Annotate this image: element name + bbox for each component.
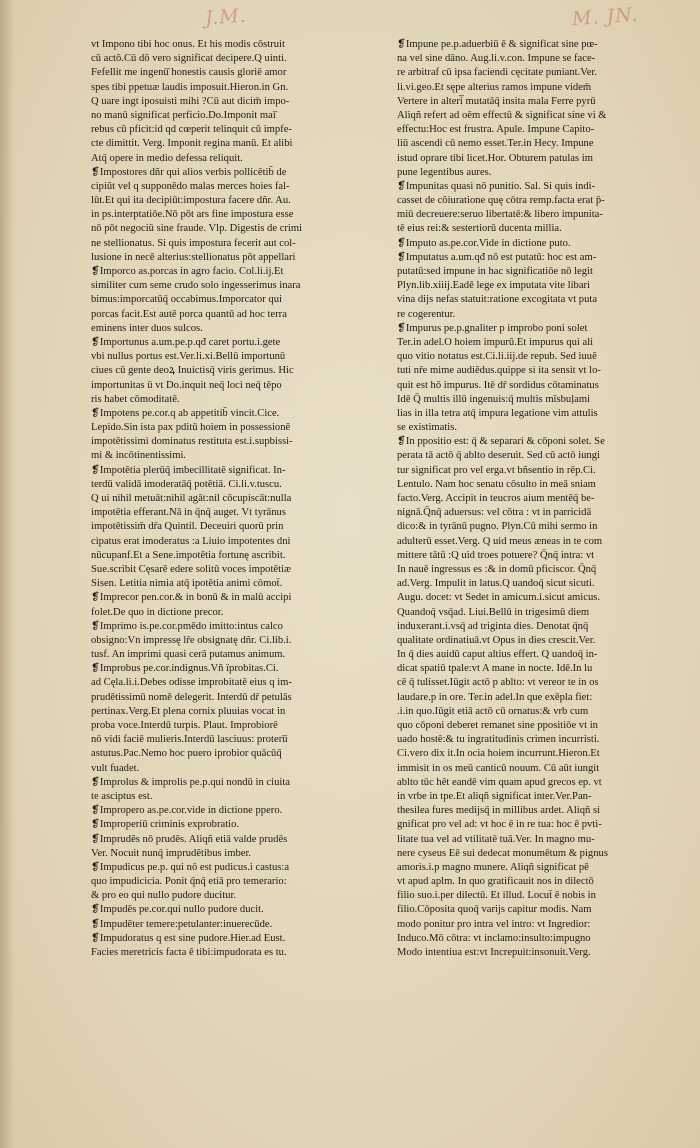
- text-line: se existimatis.: [397, 422, 458, 434]
- text-line: ❡Improbus pe.cor.indignus.Vñ ïprobitas.Ci.: [91, 663, 279, 675]
- left-text-column: [91, 38, 373, 960]
- text-line: liū ascendi cū nemo esset.Ter.in Hecy. Impune: [397, 138, 594, 150]
- text-line: dico:& in tyrānū pugno. Plyn.Cū mihi sermo in: [397, 521, 598, 533]
- text-line: Modo intentiua est:vt Increpuit:insonuit.Verg.: [397, 947, 591, 958]
- folio-mark-right: M. JN.: [571, 3, 640, 31]
- text-line: ❡Impurus pe.p.gnaliter p improbo poni solet: [397, 322, 588, 334]
- text-line: rebus cū pficit:id qd cœperit telinquit cū impfe-: [91, 124, 292, 136]
- text-line: vbi nullus portus est.Ver.li.xi.Bellū importunū: [91, 351, 286, 363]
- text-line: thesilea fures medijsq̄ in millibus ardet. Aliqñ si: [397, 805, 601, 817]
- text-line: prudētissimū nomē delegerit. Interdū dr̄ petulās: [91, 691, 292, 703]
- text-line: cū actō.Cū dō vero significat decipere.Q uinti.: [91, 53, 287, 65]
- text-line: Ci.vero dix it.In ocia hoiem incurrunt.Hieron.Et: [397, 748, 600, 760]
- folio-mark-left: J.M.: [204, 4, 248, 30]
- text-line: Ver. Nocuit nunq̄ imprudētibus imber.: [91, 847, 252, 859]
- text-line: ❡Imputo as.pe.cor.Vide in dictione puto.: [397, 237, 571, 249]
- text-line: ❡Impune pe.p.aduerbiū ē & significat sine pœ-: [397, 39, 598, 50]
- text-line: lusione in necē alterius:stellionatus pōt appellari: [91, 251, 296, 263]
- text-line: re cogerentur.: [397, 308, 456, 320]
- text-line: Quandoq̄ vsq̄ad. Liui.Bellū in trigesimū diem: [397, 606, 590, 618]
- text-line: Lentulo. Nam hoc senatu cōsulto in meā sniam: [397, 478, 596, 490]
- text-line: ❡Impostores dñr qui alios verbis pollicētib̄ de: [91, 166, 287, 178]
- text-line: ❡Imporco as.porcas in agro facio. Col.li.ij.Et: [91, 266, 284, 277]
- text-line: Fefellit me ingenū̄ honestis causis gloriē amor: [91, 67, 287, 79]
- text-line: eminens inter duos sulcos.: [91, 322, 203, 334]
- text-line: in vrbe in tpe.Et aliqñ significat inter.Ver.Pan-: [397, 790, 592, 802]
- text-line: ❡Impudēs pe.cor.qui nullo pudore ducit.: [91, 904, 264, 916]
- text-line: gnificat pro vel ad: vt hoc ē in re tua: hoc ē pvti-: [397, 819, 602, 831]
- text-line: ❡Impotētia plerūq̄ imbecillitatē significat. In-: [91, 464, 286, 476]
- text-line: ciues cū gente deoꝝ Inuictisq̄ viris gerimus. Hic: [91, 365, 294, 377]
- text-line: nere cyseus Eē sui dedecat monumētum & pignus: [397, 847, 608, 859]
- text-line: ❡Imprudēs nō prudēs. Aliqñ etiā valde prudēs: [91, 833, 288, 845]
- text-line: ablto tūc hēt eandē vim quam apud grecos ep. vt: [397, 776, 602, 788]
- text-line: Idē Q̄ multis illū ingenuis:q̄ multis mīsbuļami: [397, 393, 591, 405]
- text-line: Q ui nihil metuāt:nihil agāt:nil cōcupiscāt:nulla: [91, 493, 292, 504]
- text-line: lias in illa tetra atq̄ impura legatione vim attulis: [397, 407, 598, 419]
- text-line: spes tibi ppetuæ laudis imposuit.Hieron.in Gn.: [91, 81, 289, 93]
- text-line: importunitas ū vt Do.inquit neq̄ loci neq̄ tēpo: [91, 379, 282, 391]
- text-line: mi & incōtinentissimi.: [91, 450, 187, 462]
- text-line: quo cōponi deberet remanet sine ppositiōe vt in: [397, 720, 598, 731]
- text-line: qualitate ordinatiuā.vt Opus in dies crescit.Ver.: [397, 634, 596, 646]
- text-line: istud oprare tibi licet.Hor. Obturem patulas im: [397, 152, 593, 164]
- text-line: re arbitraf cū ipsa faciendi cęcitate puniant.Ver.: [397, 67, 598, 79]
- text-line: filio.Cōposita quoq̄ varijs capitur modis. Nam: [397, 904, 592, 916]
- text-line: induxerant.i.vsq̄ ad triginta dies. Denotat q̄nq̄: [397, 620, 589, 632]
- text-line: filio suo.i.per dilectū. Et illud. Locut̄ ē nobis in: [397, 890, 596, 902]
- text-line: ❡Importunus a.um.pe.p.qđ caret portu.i.gete: [91, 336, 281, 348]
- text-line: Induco.Mō cōtra: vt inclamo:insulto:impugno: [397, 932, 591, 944]
- text-line: terdū validā imoderatāq̄ potētiā. Ci.li.v.tuscu.: [91, 478, 282, 490]
- text-line: & pro eo qui nullo pudore ducitur.: [91, 890, 237, 902]
- text-line: tusf. An imprimi quasi cerā putamus animum.: [91, 649, 286, 661]
- text-line: tē eius rei:& sestertiorū ducenta millia.: [397, 223, 562, 235]
- text-line: mittere tātū :Q uid troes potuere? Q̄nq̄ intra: vt: [397, 549, 595, 561]
- text-line: in ps.interptatiōe.Nō pōt ars fine impostura esse: [91, 209, 294, 221]
- text-line: facto.Verg. Accipit in teucros aium mentēq̄ be-: [397, 493, 595, 504]
- text-line: ❡Impudoratus q est sine pudore.Hier.ad Eust.: [91, 932, 286, 944]
- right-text-column: [397, 38, 671, 960]
- text-line: cipiūt vel q supponēdo malas merces hoies fal-: [91, 180, 290, 192]
- text-line: Aliqñ refert ad oēm effectū & significat sine vi &: [397, 109, 607, 121]
- text-line: cipatus erat imoderatus :a Liuio impotentes dni: [91, 535, 291, 547]
- text-line: uado hostē:& tu ingratitudinis crimen incurristi.: [397, 734, 600, 746]
- text-line: te asciptus est.: [91, 790, 153, 802]
- text-line: porcas facit.Est autē porca quantū ad hoc terra: [91, 308, 287, 320]
- text-line: effectu:Hoc est frustra. Apule. Impune Capito-: [397, 124, 595, 136]
- text-line: quo impudicicia. Ponit q̄nq̄ etiā pro temerario:: [91, 876, 287, 888]
- text-line: ne stellionatus. Si quis impostura fecerit aut col-: [91, 237, 296, 249]
- text-line: ad.Verg. Impulit in latus.Q uandoq̄ sicut sicuti.: [397, 578, 595, 590]
- text-line: Augu. docet: vt Sedet in amicum.i.sicut amicus.: [397, 592, 601, 604]
- text-line: na vel sine dāno. Aug.li.v.con. Impune se face-: [397, 53, 596, 65]
- text-line: putatū:sed impune in hac significatiōe nō legit: [397, 266, 593, 277]
- text-line: ❡Imputatus a.um.qđ nō est putatū: hoc est am-: [397, 251, 597, 263]
- text-line: Plyn.lib.xiiij.Eadē lege ex imputata vite libari: [397, 280, 590, 292]
- text-line: ❡Imprecor pen.cor.& in bonū & in malū accipi: [91, 592, 292, 604]
- text-line: nō pōt negociū sine fraude. Vlp. Digestis de crimi: [91, 223, 303, 235]
- text-line: pune legentibus aures.: [397, 166, 492, 178]
- text-line: ❡Impudēter temere:petulanter:inuerecūde.: [91, 918, 273, 930]
- text-line: ❡Improlus & improlis pe.p.qui nondū in ciuita: [91, 776, 290, 788]
- text-line: vina dijs nefas statuit:ratione excogitata vt puta: [397, 294, 598, 306]
- text-line: folet.De quo in dictione precor.: [91, 606, 224, 618]
- text-line: miū decreuere:seruo libertatē:& libero impunita-: [397, 209, 603, 221]
- text-line: impotētissimi dominatus restituta est.i.supbissi-: [91, 436, 293, 448]
- text-line: obsigno:Vn impressę lr̄e obsignatę dñr. Ci.lib.i.: [91, 634, 292, 646]
- text-line: casset de cōiuratione quę cōtra remp.facta erat p̄-: [397, 195, 605, 207]
- text-line: nō vidi faciē mulieris.Interdū lasciuus: proteru̅: [91, 734, 288, 746]
- text-line: litate tua vel ad vtilitatē tuā.Ver. In magno mu-: [397, 833, 595, 845]
- text-line: ❡Impudicus pe.p. qui nō est pudicus.i castus:a: [91, 861, 290, 873]
- text-line: Q uare ingt iposuisti mihi ?Cū aut dicim̄ impo-: [91, 95, 290, 107]
- text-line: ❡Imprimo is.pe.cor.pmēdo imitto:intus calco: [91, 620, 283, 632]
- text-line: tuti nr̄e mime audiēdus.quippe si ita sensit vt lo-: [397, 365, 601, 377]
- text-line: pertinax.Verg.Et plena cornix pluuias vocat in: [91, 705, 286, 717]
- text-line: laudare.p in ore. Ter.in adel.In que exēpla fiet:: [397, 691, 593, 703]
- text-line: vult fuadet.: [91, 762, 140, 774]
- text-line: immisit in os meū canticū nouum. Cū aūt iungit: [397, 762, 600, 774]
- text-line: proba voce.Interdū turpis. Plaut. Improbiorē: [91, 720, 278, 731]
- text-line: Sue.scribit Cęsarē edere solitū voces impotētiæ: [91, 563, 292, 575]
- text-line: Lepido.Sin ista pax pditū hoiem in possessionē: [91, 422, 291, 434]
- text-line: bimus:imporcatūq̄ occabimus.Imporcator qui: [91, 294, 282, 306]
- text-line: Vertere in alteri̅ mutatāq̄ insita mala Ferre pyrū: [397, 95, 596, 107]
- text-line: dicat spatiū tpale:vt A mane in nocte. Idē.In lu: [397, 663, 593, 675]
- text-line: cē q̄ tulisset.Iūgit actō p ablto: vt vereor te in os: [397, 677, 599, 689]
- text-line: perata tā actō q̄ ablto deseruit. Sed cū actō iungi: [397, 450, 600, 462]
- text-line: ❡Impotens pe.cor.q ab appetitib̄ vincit.Cice.: [91, 407, 280, 419]
- text-line: nūcupanf.Et a Sene.impotētia fortunę ascribit.: [91, 549, 286, 561]
- text-line: astutus.Pac.Nemo hoc puero iprobior quācūq̄: [91, 748, 282, 760]
- text-line: ris habet cōmoditatē.: [91, 393, 180, 405]
- text-line: ❡In ppositio est: q̄ & separari & cōponi solet. Se: [397, 436, 605, 448]
- text-line: nignā.Q̄nq̄ aduersus: vel cōtra : vt in parricidā: [397, 507, 592, 519]
- text-line: Facies meretricis facta ē tibi:impudorata es tu.: [91, 947, 287, 958]
- text-line: ❡Improperiū criminis exprobratio.: [91, 819, 240, 831]
- text-line: vt apud aplm. In quo gratificauit nos in dilectō: [397, 876, 594, 888]
- text-line: quit est hō impurus. Itē dr̄ sordidus cōtaminatus: [397, 379, 599, 391]
- text-line: amoris.i.p magno munere. Aliqñ significat pē: [397, 861, 589, 873]
- text-line: lūt.Et qui ita decipiūt:impostura facere dñr. Au.: [91, 195, 291, 207]
- text-line: similiter cum seme crudo solo ingesserimus inara: [91, 280, 301, 292]
- text-line: ❡Impunitas quasi nō punitio. Sal. Si quis indi-: [397, 180, 596, 192]
- text-line: ❡Impropero as.pe.cor.vide in dictione ppero.: [91, 805, 283, 817]
- text-line: Atq̄ opere in medio defessa reliquit.: [91, 152, 243, 164]
- text-line: In nauē ingressus es :& in domū pficiscor. Q̄nq̄: [397, 563, 597, 575]
- text-line: quo vitio notatus est.Ci.li.iij.de repub. Sed iuuē: [397, 351, 597, 363]
- text-line: Ter.in adel.O hoiem impurū.Et impurus qui ali: [397, 336, 594, 348]
- text-line: In q̄ dies auidū caput altius effert. Q uandoq̄ in-: [397, 649, 598, 661]
- text-line: impotētia efferant.Nā in q̄nq̄ auget. Vt tyrānus: [91, 507, 286, 519]
- text-line: li.vi.geo.Et sępe alterius ramos impune videm̄: [397, 81, 592, 93]
- text-line: no manū significat perficio.Do.Imponit maī̄: [91, 109, 276, 121]
- text-line: adulterū esset.Verg. Q uid meus æneas in te com: [397, 535, 603, 547]
- text-line: ad Cęla.li.i.Debes odisse improbitatē eius q im-: [91, 677, 292, 689]
- text-line: .i.in quo.Iūgit etiā actō cū ornatus:& vrb cum: [397, 705, 589, 717]
- text-line: vt Impono tibi hoc onus. Et his modis cōstruit: [91, 39, 285, 50]
- text-line: Sisen. Letitia nimia atq̄ ipotētia animi cōmot̄.: [91, 578, 283, 590]
- text-line: impotētissim̄ dr̄a Quintil. Deceuiri quorū prin: [91, 521, 284, 533]
- text-line: cte dimittit. Verg. Imponit regina manū. Et alibi: [91, 138, 293, 150]
- text-line: tur significat pro vel erga.vt bñsentio in rēp.Ci.: [397, 464, 596, 476]
- text-line: modo ponitur pro intra vel intro: vt Ingredior:: [397, 918, 591, 930]
